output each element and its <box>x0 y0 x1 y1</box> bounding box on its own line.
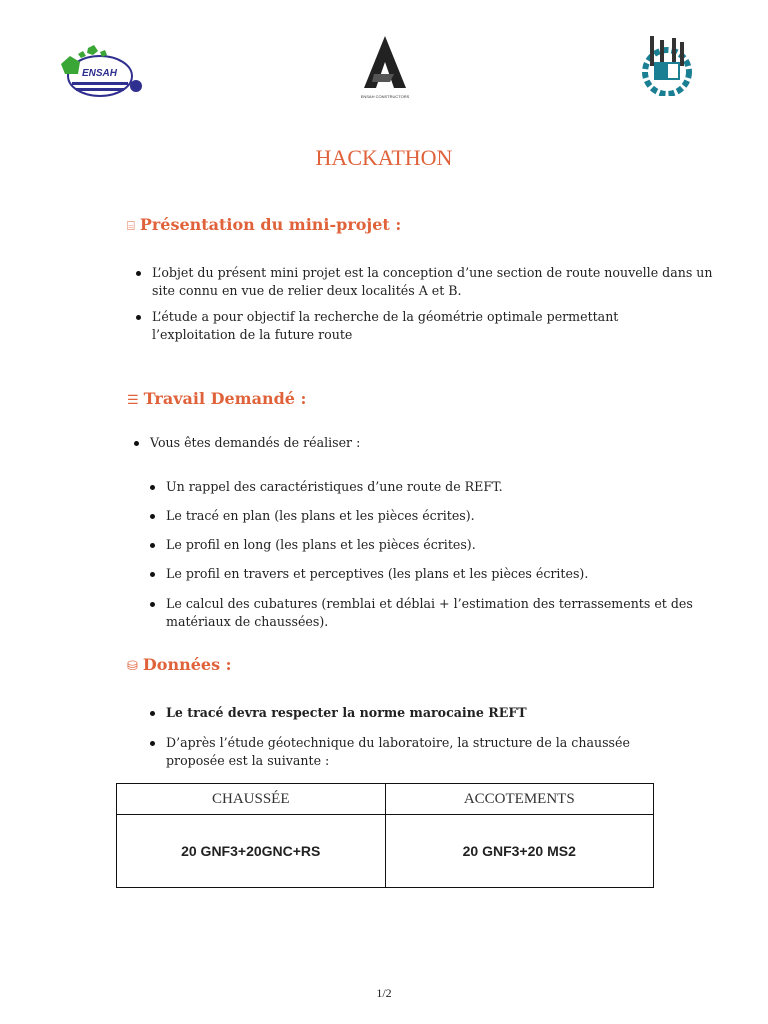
list-item: Le tracé en plan (les plans et les pièces écrites). <box>166 508 475 523</box>
table-header: ACCOTEMENTS <box>385 784 654 815</box>
heading-travail: ☰ Travail Demandé : <box>127 389 307 408</box>
list-item: L’objet du présent mini projet est la conception d’une section de route nouvelle dans un site connu en vue de relier deux localités A et B. <box>152 264 732 300</box>
civil-engineering-logo <box>636 32 698 96</box>
structure-table <box>116 783 654 888</box>
page-number: 1/2 <box>376 986 392 1000</box>
heading-donnees: ⛁ Données : <box>127 655 232 674</box>
list-item: D’après l’étude géotechnique du laboratoire, la structure de la chaussée proposée est la suivante : <box>166 734 666 770</box>
page-title: HACKATHON <box>315 145 453 170</box>
table-header: CHAUSSÉE <box>117 784 386 815</box>
heading-presentation: ⌸ Présentation du mini-projet : <box>127 215 402 234</box>
list-item: Un rappel des caractéristiques d’une route de REFT. <box>166 479 503 494</box>
table-cell: 20 GNF3+20 MS2 <box>385 815 654 888</box>
svg-text:ENSAH: ENSAH <box>82 68 118 79</box>
list-icon: ☰ <box>127 393 139 408</box>
table-cell: 20 GNF3+20GNC+RS <box>117 815 386 888</box>
list-item: Le profil en travers et perceptives (les plans et les pièces écrites). <box>166 566 589 581</box>
ensah-constructors-logo <box>345 34 425 102</box>
ensah-logo <box>58 42 148 98</box>
list-item: Le calcul des cubatures (remblai et déblai + l’estimation des terrassements et des matériaux de chaussées). <box>166 595 726 631</box>
list-item: Le tracé devra respecter la norme marocaine REFT <box>166 705 527 720</box>
logo-caption: ENSAH CONSTRUCTORS <box>360 94 410 99</box>
database-icon: ⛁ <box>127 659 138 674</box>
list-item: Vous êtes demandés de réaliser : <box>150 435 361 450</box>
list-item: L’étude a pour objectif la recherche de la géométrie optimale permettant l’exploitation de la future route <box>152 308 692 344</box>
presentation-icon: ⌸ <box>127 219 135 234</box>
list-item: Le profil en long (les plans et les pièces écrites). <box>166 537 476 552</box>
